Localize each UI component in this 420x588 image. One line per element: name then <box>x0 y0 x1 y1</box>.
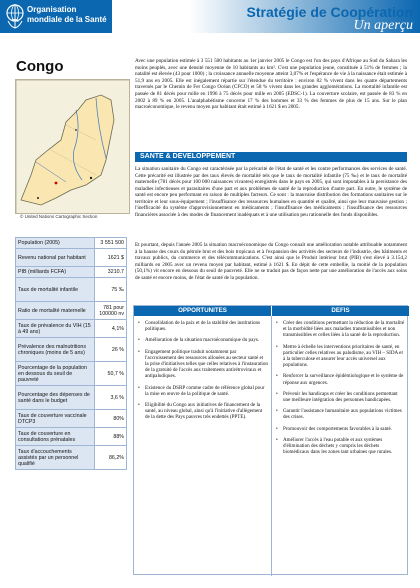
indicator-row <box>16 362 127 386</box>
opportunities-header: OPPORTUNITES <box>134 306 271 316</box>
country-map <box>15 79 130 214</box>
list-item: • Créer des conditions permettant la réduction de la mortalité et la morbidité liées aux maladies transmissibles et non transmissibles et celles liées à la santé de la reproduction. <box>276 320 406 339</box>
indicator-value: 4,1% <box>95 320 127 338</box>
indicator-value: 88% <box>95 428 127 446</box>
column-divider <box>271 316 272 576</box>
list-item: • Promouvoir des comportements favorables à la santé. <box>276 426 406 432</box>
who-emblem-icon <box>5 3 25 29</box>
list-item: • Amélioration de la situation macroéconomique du pays. <box>138 337 268 343</box>
indicator-row <box>16 338 127 362</box>
indicator-value: 1621 $ <box>95 249 127 267</box>
indicator-label: Taux de prévalence du VIH (15 à 49 ans) <box>16 320 95 338</box>
indicator-label: PIB (milliards FCFA) <box>16 267 95 278</box>
indicator-value: 3,6 % <box>95 386 127 410</box>
indicator-value: 3 551 500 <box>95 238 127 249</box>
indicator-row <box>16 302 127 320</box>
section-paragraph-1: La situation sanitaire du Congo est caractérisée par la précarité de l'état de santé et les contre performances des services de santé. Cette précarité est illustrée par des taux élevés de mortalité tels que le taux de mortalité infantile (75 ‰) et le taux de mortalité maternelle (781 décès pour 100 000 naissances vivantes) enregistrés dans le pays en 2005, qui sont imputables à la persistance des maladies infectieuses et parasitaires d'une part et aux problèmes de santé de la reproduction d'autre part. En outre, le système de santé est encore peu performant en raison de multiples facteurs. Ce sont : la mauvaise distribution des formations sanitaires sur le territoire et leur sous-équipement ; l'insuffisance des ressources humaines en quantité et qualité, ainsi que leur mauvaise gestion ; l'inefficacité du système d'approvisionnement en médicaments ; l'insuffisance des médicaments ; l'insuffisance des ressources financières associée à des modes de financement inadéquats et à une utilisation peu rationnelle des fonds disponibles. <box>135 166 407 218</box>
indicator-label: Pourcentage des dépenses de santé dans le budget <box>16 386 95 410</box>
indicator-label: Population (2005) <box>16 238 95 249</box>
list-item: • Consolidation de la paix et de la stabilité des institutions politiques. <box>138 320 268 332</box>
indicator-row <box>16 278 127 302</box>
indicator-value: 781 pour 100000 nv <box>95 302 127 320</box>
indicator-row <box>16 249 127 267</box>
strategy-subtitle: Un aperçu <box>353 18 413 33</box>
list-item: • Améliorer l'accès à l'eau potable et aux systèmes d'élimination des déchets y compris les déchets biomédicaux dans les zones tant urbaines que rurales. <box>276 437 406 456</box>
indicator-row <box>16 386 127 410</box>
section-paragraph-2: Et pourtant, depuis l'année 2005 la situation macroéconomique du Congo connaît une amélioration notable attribuable notamment à la hausse des cours du pétrole brut et des bois tropicaux et à l'expansion des activités des secteurs de l'industrie, des bâtiments et travaux publics, du commerce et des télécommunications. C'est ainsi que le Produit intérieur brut (PIB) s'est élevé à 3.154,2 milliards en 2005 avec un revenu moyen par habitant, estimé à 1621 $. En dépit de cette embellie, la moitié de la population (50,1%) vit encore en dessous du seuil de pauvreté. Elle ne se traduit pas de façon nette par une amélioration de l'accès aux soins de santé et encore moins, de l'état de santé de la population. <box>135 242 407 281</box>
indicator-label: Taux de couverture vaccinale DTCP3 <box>16 410 95 428</box>
list-item: • Prévenir les handicaps et créer les conditions permettant une meilleure intégration des personnes handicapées. <box>276 391 406 403</box>
challenges-list <box>276 320 406 455</box>
indicator-row <box>16 428 127 446</box>
indicator-row <box>16 320 127 338</box>
indicator-value: 86,2% <box>95 446 127 470</box>
list-item: • Engagement politique traduit notamment par l'accroissement des ressources allouées au secteur santé et la prise d'initiatives telles que celles relatives à l'instauration de la gratuité de l'accès aux traitements antirétroviraux et antipaludiques. <box>138 349 268 380</box>
opportunities-challenges-table <box>133 305 408 575</box>
challenges-header: DEFIS <box>272 306 409 316</box>
indicator-label: Taux d'accouchements assistés par un personnel qualifié <box>16 446 95 470</box>
indicator-label: Revenu national par habitant <box>16 249 95 267</box>
section-title: SANTE & DEVELOPPEMENT <box>140 153 236 160</box>
indicator-label: Taux de couverture en consultations prénatales <box>16 428 95 446</box>
indicator-value: 75 ‰ <box>95 278 127 302</box>
indicator-label: Ratio de mortalité maternelle <box>16 302 95 320</box>
congo-map-illustration <box>16 80 130 214</box>
indicator-label: Taux de mortalité infantile <box>16 278 95 302</box>
list-item: • Garantir l'assistance humanitaire aux populations victimes des crises. <box>276 408 406 420</box>
indicator-value: 50,7 % <box>95 362 127 386</box>
list-item: • Renforcer la surveillance épidémiologique et le système de réponse aux urgences. <box>276 373 406 385</box>
indicator-value: 26 % <box>95 338 127 362</box>
indicator-row <box>16 446 127 470</box>
opportunities-column <box>138 320 268 426</box>
strategy-title: Stratégie de Coopération <box>246 4 413 20</box>
indicator-label: Prévalence des malnutritions chroniques (moins de 5 ans) <box>16 338 95 362</box>
indicator-label: Pourcentage de la population en dessous du seuil de pauvreté <box>16 362 95 386</box>
indicator-row <box>16 267 127 278</box>
country-title: Congo <box>16 58 64 75</box>
opportunities-list <box>138 320 268 421</box>
indicators-table <box>15 237 127 470</box>
challenges-column <box>276 320 406 460</box>
list-item: • Mettre à échelle les interventions prioritaires de santé, en particulier celles relatives au paludisme, au VIH – SIDA et à la tuberculose et assurer leur accès universel aux populations. <box>276 344 406 369</box>
list-item: • Eligibilité du Congo aux initiatives de financement de la santé, au niveau global, ainsi qu'à l'initiative d'allègement de la dette des Pays pauvres très endettés (PPTE). <box>138 402 268 421</box>
org-name: Organisation mondiale de la Santé <box>27 5 107 24</box>
list-item: • Existence du DSRP comme cadre de référence global pour la mise en œuvre de la politique de santé. <box>138 385 268 397</box>
intro-paragraph: Avec une population estimée à 3 551 500 habitants au 1er janvier 2005 le Congo est l'un des pays d'Afrique au Sud du Sahara les moins peuplés, avec une densité moyenne de 10 habitants au km². C'est une population jeune, constituée à 51% de femmes ; la natalité est élevée (43 pour 1000) ; la croissance annuelle moyenne atteint 3,07% et l'espérance de vie à la naissance était estimée à 51,9 ans en 2005. Elle est inégalement répartie sur l'étendue du territoire : environ 82 % vivent dans les quatre départements traversés par le Chemin de Fer Congo Océan (CFCO) et 58 % vivent dans les grandes agglomérations. La mortalité infantile est passée de 81 décès pour mille en 1996 à 75 décès pour mille en 2005 (EDSC-1). La couverture scolaire, est passée de 83 % en 2002 à 89 % en 2005. L'analphabétisme concerne 17 % des hommes et 33 % des femmes de plus de 15 ans. Sur le plan macroéconomique, le revenu moyen par habitant était estimé à 1621 $ en 2005. <box>135 58 407 111</box>
indicator-row <box>16 238 127 249</box>
indicator-value: 3210.7 <box>95 267 127 278</box>
map-credit: © United Nations Cartographic Section <box>20 214 98 219</box>
indicator-value: 80% <box>95 410 127 428</box>
indicator-row <box>16 410 127 428</box>
